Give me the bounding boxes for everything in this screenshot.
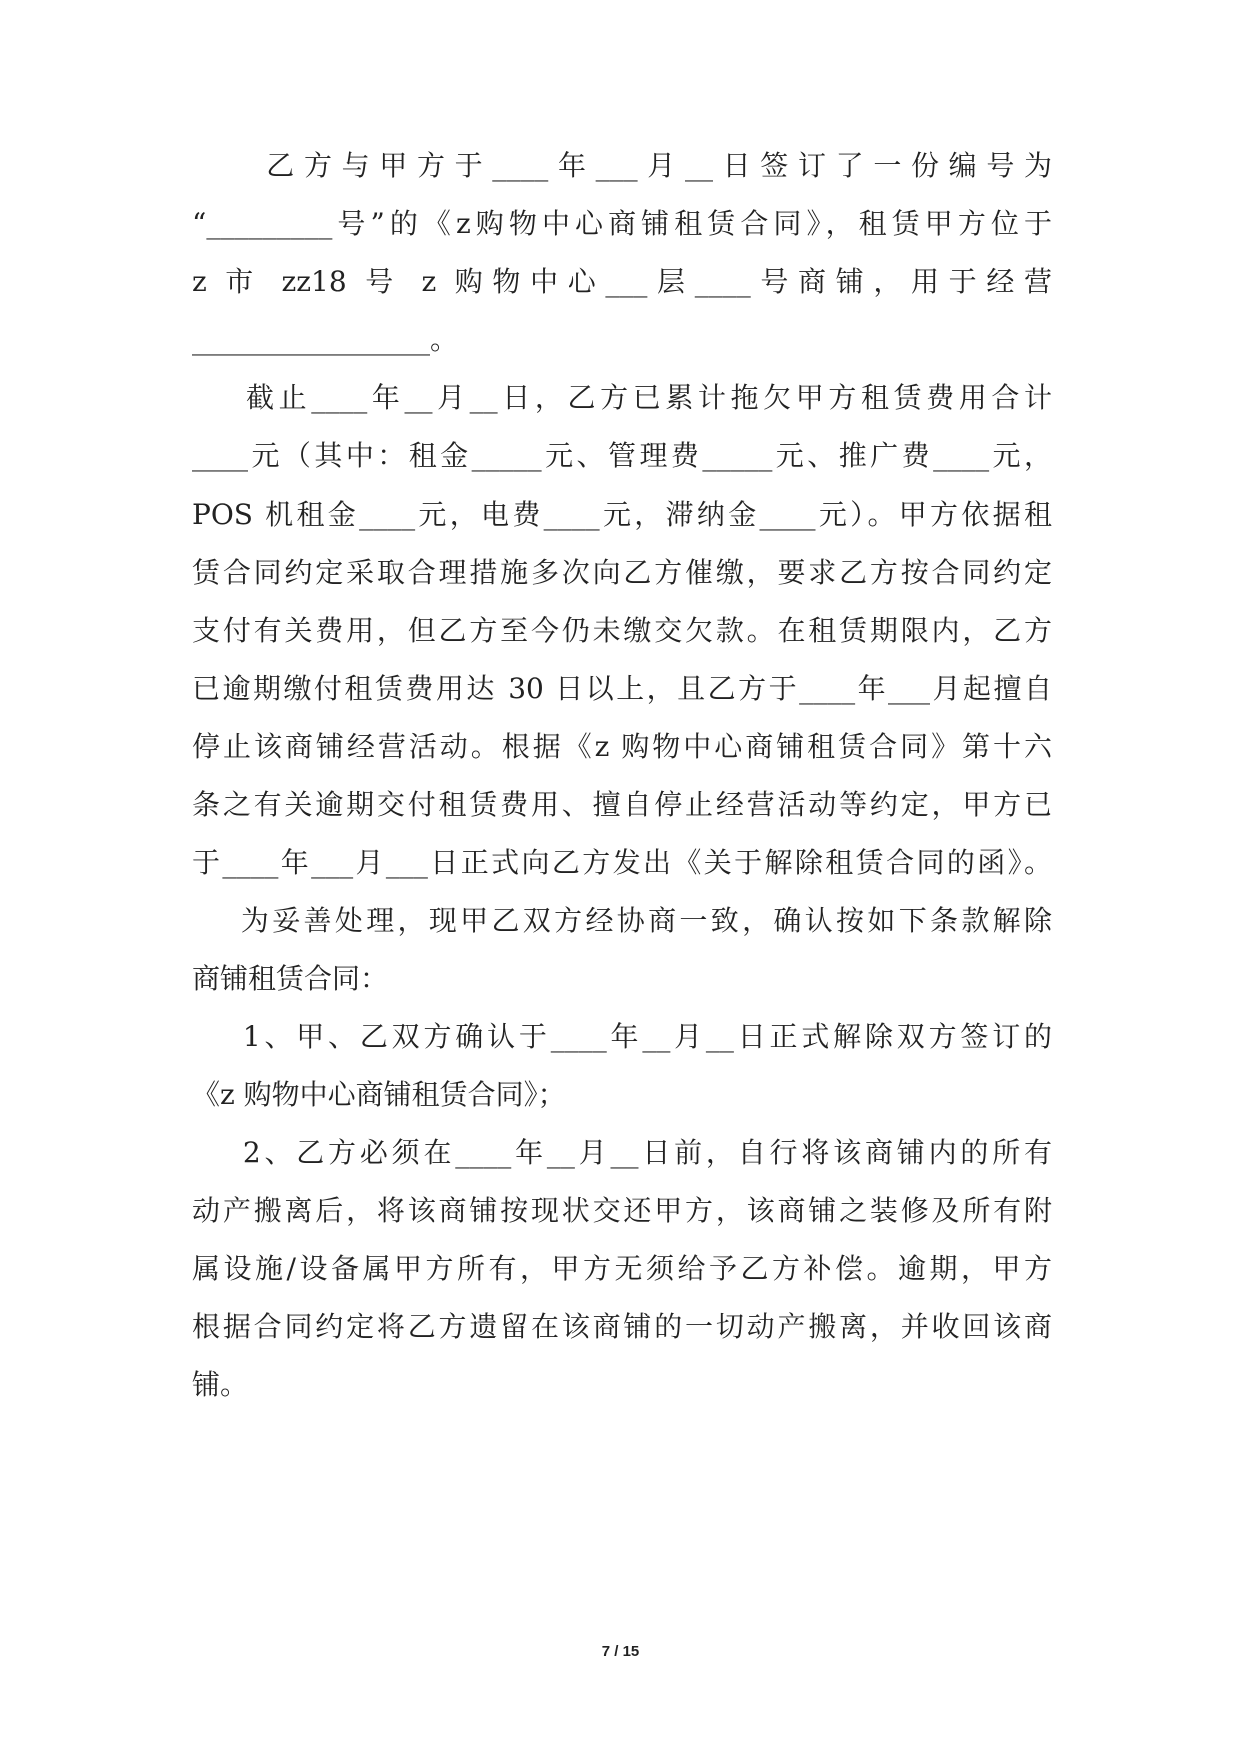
text-line-3: z 市 zz18 号 z 购物中心___层____号商铺，用于经营: [192, 265, 1052, 298]
text-line-18: 2、乙方必须在____年__月__日前，自行将该商铺内的所有: [192, 1136, 1052, 1169]
text-line-14: 为妥善处理，现甲乙双方经协商一致，确认按如下条款解除: [192, 904, 1052, 937]
text-line-9: 支付有关费用，但乙方至今仍未缴交欠款。在租赁期限内，乙方: [192, 614, 1052, 647]
text-line-16: 1、甲、乙双方确认于____年__月__日正式解除双方签订的: [192, 1020, 1052, 1053]
text-line-7: POS 机租金____元，电费____元，滞纳金____元）。甲方依据租: [192, 498, 1052, 531]
text-line-12: 条之有关逾期交付租赁费用、擅自停止经营活动等约定，甲方已: [192, 788, 1052, 821]
text-line-8: 赁合同约定采取合理措施多次向乙方催缴，要求乙方按合同约定: [192, 556, 1052, 589]
text-line-6: ____元（其中：租金_____元、管理费_____元、推广费____元，: [192, 439, 1052, 472]
text-line-21: 根据合同约定将乙方遗留在该商铺的一切动产搬离，并收回该商: [192, 1310, 1052, 1343]
text-line-13: 于____年___月___日正式向乙方发出《关于解除租赁合同的函》。: [192, 846, 1052, 879]
text-line-5: 截止____年__月__日，乙方已累计拖欠甲方租赁费用合计: [192, 381, 1052, 414]
text-line-15: 商铺租赁合同：: [192, 962, 389, 995]
text-line-1: 乙方与甲方于____年___月__日签订了一份编号为: [192, 149, 1052, 182]
text-line-11: 停止该商铺经营活动。根据《z 购物中心商铺租赁合同》第十六: [192, 730, 1052, 763]
page-number: 7 / 15: [601, 1643, 640, 1660]
text-line-19: 动产搬离后，将该商铺按现状交还甲方，该商铺之装修及所有附: [192, 1194, 1052, 1227]
text-line-17: 《z 购物中心商铺租赁合同》；: [192, 1078, 566, 1111]
text-line-4: _________________。: [192, 323, 459, 356]
text-line-10: 已逾期缴付租赁费用达 30 日以上，且乙方于____年___月起擅自: [192, 672, 1052, 705]
text-line-22: 铺。: [192, 1368, 249, 1401]
text-line-2: “_________号”的《z购物中心商铺租赁合同》，租赁甲方位于: [192, 207, 1052, 240]
text-line-20: 属设施/设备属甲方所有，甲方无须给予乙方补偿。逾期，甲方: [192, 1252, 1052, 1285]
